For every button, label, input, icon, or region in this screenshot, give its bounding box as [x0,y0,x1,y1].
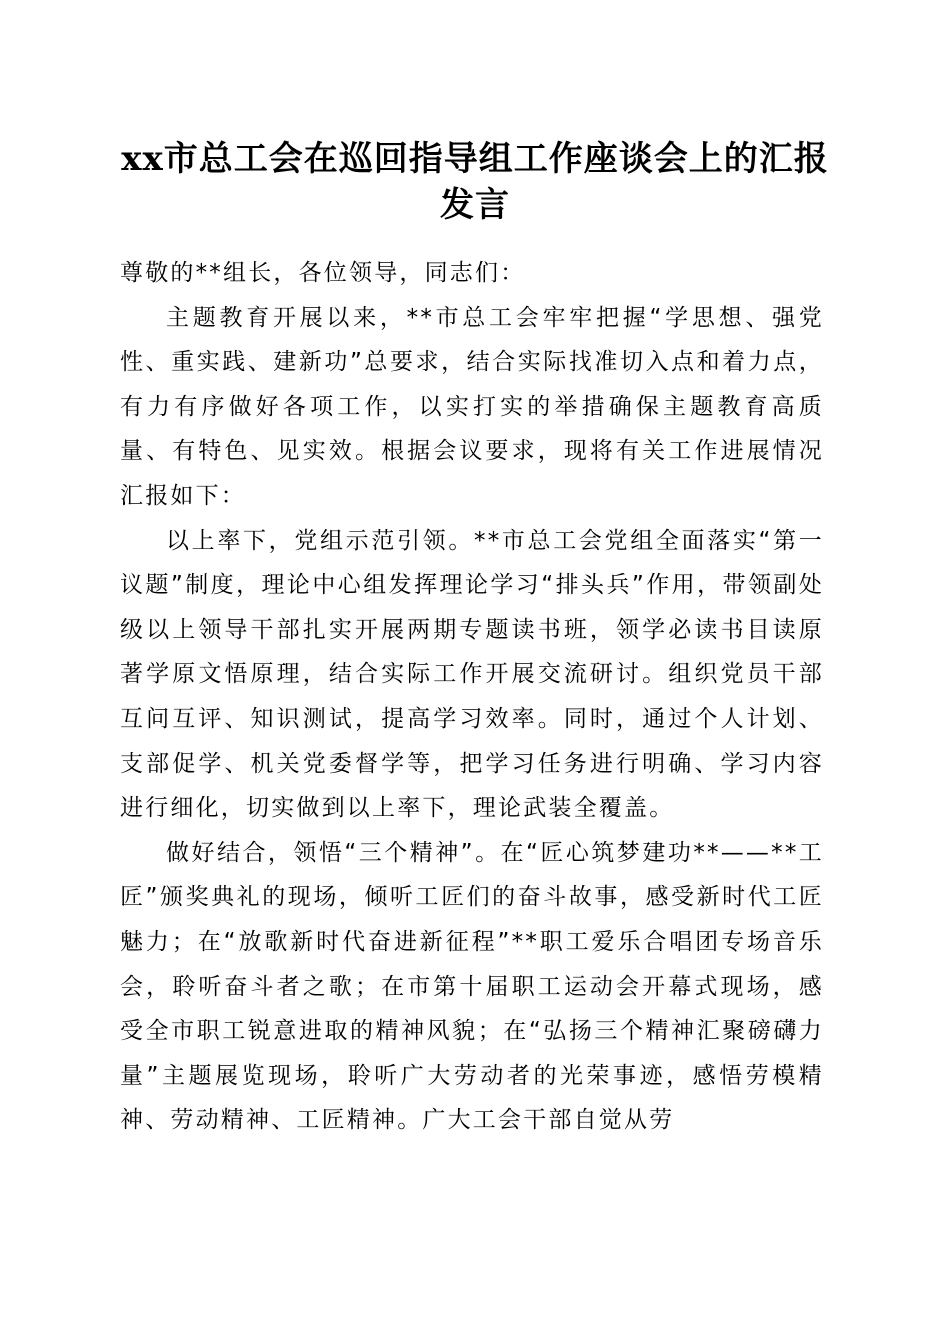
paragraph-leadership: 以上率下，党组示范引领。**市总工会党组全面落实“第一议题”制度，理论中心组发挥理论学习“排头兵”作用，带领副处级以上领导干部扎实开展两期专题读书班，领学必读书目读原著学原文悟原理，结合实际工作开展交流研讨。组织党员干部互问互评、知识测试，提高学习效率。同时，通过个人计划、支部促学、机关党委督学等，把学习任务进行明确、学习内容进行细化，切实做到以上率下，理论武装全覆盖。 [120,527,824,822]
paragraph-three-spirits: 做好结合，领悟“三个精神”。在“匠心筑梦建功**——**工匠”颁奖典礼的现场，倾听工匠们的奋斗故事，感受新时代工匠魅力；在“放歌新时代奋进新征程”**职工爱乐合唱团专场音乐会，聆听奋斗者之歌；在市第十届职工运动会开幕式现场，感受全市职工锐意进取的精神风貌；在“弘扬三个精神汇聚磅礴力量”主题展览现场，聆听广大劳动者的光荣事迹，感悟劳模精神、劳动精神、工匠精神。广大工会干部自觉从劳 [120,839,824,1134]
paragraph-intro: 主题教育开展以来，**市总工会牢牢把握“学思想、强党性、重实践、建新功”总要求，结合实际找准切入点和着力点，有力有序做好各项工作，以实打实的举措确保主题教育高质量、有特色、见实效。根据会议要求，现将有关工作进展情况汇报如下： [120,304,824,509]
document-title: xx市总工会在巡回指导组工作座谈会上的汇报发言 [121,139,829,225]
salutation: 尊敬的**组长，各位领导，同志们： [120,260,526,286]
document-body [120,251,824,1143]
